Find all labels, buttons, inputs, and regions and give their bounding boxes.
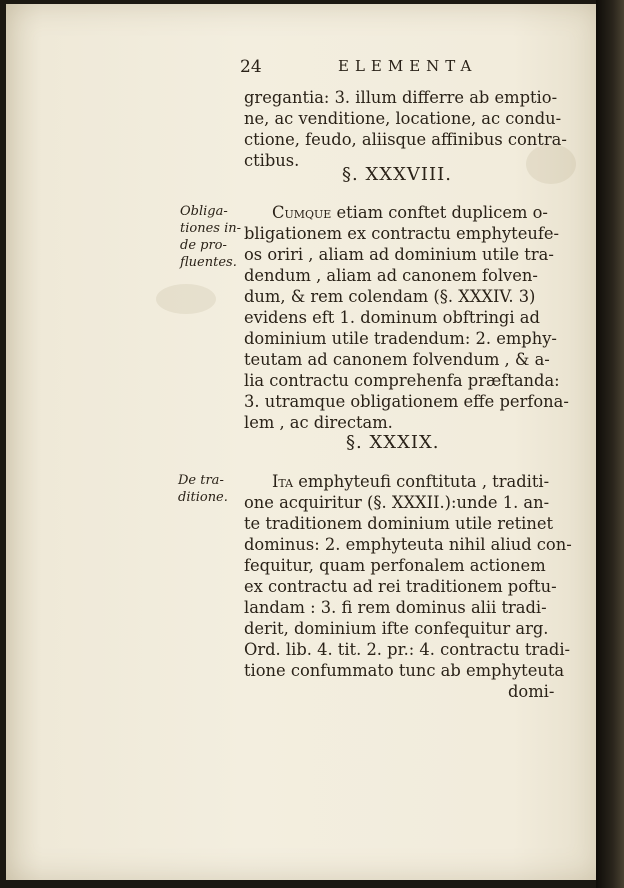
lead-word: Cumque: [272, 203, 332, 222]
text-line: 3. utramque obligationem effe perfona-: [244, 392, 569, 411]
margin-note: [178, 472, 228, 506]
section-heading: §. XXXVIII.: [342, 164, 452, 185]
margin-note-line: fluentes.: [180, 255, 237, 270]
margin-note-line: Obliga-: [180, 204, 228, 219]
text-line: derit, dominium ifte confequitur arg.: [244, 619, 549, 638]
text-line: ctibus.: [244, 151, 300, 170]
text-line: ctione, feudo, aliisque affinibus contra-: [244, 130, 567, 149]
paragraph-first-line: [272, 203, 548, 222]
text-line: bligationem ex contractu emphyteufe-: [244, 224, 560, 243]
text-line: dendum , aliam ad canonem folven-: [244, 266, 538, 285]
page-number: 24: [240, 57, 262, 77]
text-line: Ord. lib. 4. tit. 2. pr.: 4. contractu tradi-: [244, 640, 571, 659]
catchword: domi-: [508, 682, 555, 701]
text-span: emphyteufi conftituta , traditi-: [293, 472, 550, 491]
margin-note-line: ditione.: [178, 490, 228, 505]
text-line: tione confummato tunc ab emphyteuta: [244, 661, 565, 680]
text-line: one acquiritur (§. XXXII.):unde 1. an-: [244, 493, 550, 512]
stain: [526, 144, 576, 184]
text-line: landam : 3. fi rem dominus alii tradi-: [244, 598, 547, 617]
text-line: ne, ac venditione, locatione, ac condu-: [244, 109, 562, 128]
text-line: dum, & rem colendam (§. XXXIV. 3): [244, 287, 536, 306]
stain: [156, 284, 216, 314]
text-line: gregantia: 3. illum differre ab emptio-: [244, 88, 558, 107]
margin-note-line: de pro-: [180, 238, 227, 253]
text-span: etiam conftet duplicem o-: [331, 203, 548, 222]
section-heading: §. XXXIX.: [346, 432, 440, 453]
margin-note-line: De tra-: [178, 473, 224, 488]
text-line: dominus: 2. emphyteuta nihil aliud con-: [244, 535, 572, 554]
paragraph-first-line: [272, 472, 549, 491]
text-line: lem , ac directam.: [244, 413, 393, 432]
text-line: ex contractu ad rei traditionem poftu-: [244, 577, 557, 596]
margin-note: [180, 203, 241, 271]
lead-word: Ita: [272, 472, 294, 491]
text-line: teutam ad canonem folvendum , & a-: [244, 350, 550, 369]
text-line: dominium utile tradendum: 2. emphy-: [244, 329, 557, 348]
text-line: te traditionem dominium utile retinet: [244, 514, 554, 533]
text-line: os oriri , aliam ad dominium utile tra-: [244, 245, 554, 264]
running-head: ELEMENTA: [338, 57, 478, 75]
text-line: evidens eft 1. dominum obftringi ad: [244, 308, 540, 327]
text-line: fequitur, quam perfonalem actionem: [244, 556, 546, 575]
book-spine: [596, 0, 624, 888]
text-line: lia contractu comprehenfa præftanda:: [244, 371, 560, 390]
margin-note-line: tiones in-: [180, 221, 242, 236]
